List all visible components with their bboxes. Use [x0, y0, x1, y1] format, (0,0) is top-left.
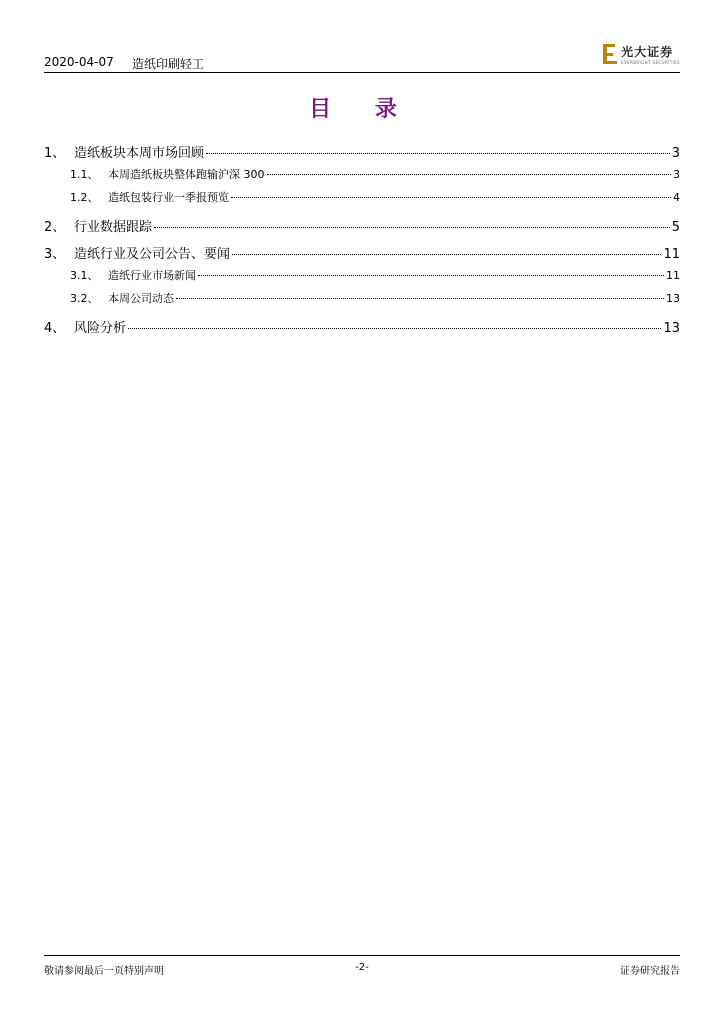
report-date: 2020-04-07 — [44, 55, 114, 69]
toc-entry[interactable] — [44, 290, 680, 313]
table-of-contents — [44, 138, 680, 340]
toc-entry-page: 3 — [671, 146, 680, 161]
toc-entry-label: 造纸板块本周市场回顾 — [74, 146, 205, 161]
toc-leader-dots — [154, 227, 670, 228]
page-footer — [44, 955, 680, 976]
toc-leader-dots — [198, 275, 664, 276]
toc-leader-dots — [267, 174, 672, 175]
disclaimer-note: 敬请参阅最后一页特别声明 — [44, 966, 164, 977]
toc-entry[interactable] — [44, 212, 680, 240]
everbright-logo — [603, 44, 680, 70]
page-number: -2- — [355, 962, 369, 973]
toc-entry[interactable] — [44, 267, 680, 290]
toc-leader-dots — [206, 153, 670, 154]
toc-leader-dots — [128, 328, 661, 329]
everbright-logo-icon — [603, 44, 617, 64]
toc-entry[interactable] — [44, 166, 680, 189]
toc-entry-number: 1.2、 — [70, 190, 99, 204]
toc-entry[interactable] — [44, 189, 680, 212]
toc-entry-number: 2、 — [44, 219, 66, 235]
toc-entry-label: 造纸行业及公司公告、要闻 — [74, 247, 231, 262]
logo-text-cn: 光大证券 — [621, 45, 674, 59]
toc-entry-page: 4 — [673, 190, 680, 204]
toc-entry-page: 13 — [666, 291, 680, 305]
toc-entry-page: 13 — [663, 320, 680, 336]
toc-entry-label: 造纸行业市场新闻 — [108, 268, 196, 282]
page-header — [44, 44, 680, 73]
toc-leader-dots — [176, 298, 664, 299]
toc-entry-page: 3 — [673, 167, 680, 181]
toc-entry-label: 本周公司动态 — [108, 291, 174, 305]
toc-entry-number: 4、 — [44, 320, 66, 336]
toc-entry-label: 造纸包装行业一季报预览 — [108, 190, 229, 204]
toc-entry-page: 5 — [671, 219, 680, 235]
toc-entry[interactable] — [44, 138, 680, 166]
toc-entry-page: 11 — [663, 247, 680, 262]
toc-leader-dots — [231, 197, 671, 198]
toc-entry-number: 3、 — [44, 247, 66, 262]
report-sector: 造纸印刷轻工 — [132, 57, 205, 71]
toc-entry-page: 11 — [666, 268, 680, 282]
toc-entry-number: 3.2、 — [70, 291, 99, 305]
toc-title: 目 录 — [309, 96, 415, 122]
toc-leader-dots — [232, 254, 661, 255]
toc-entry-number: 3.1、 — [70, 268, 99, 282]
toc-entry-label: 行业数据跟踪 — [74, 219, 153, 235]
toc-entry[interactable] — [44, 313, 680, 341]
report-type: 证券研究报告 — [620, 966, 680, 977]
toc-entry-label: 风险分析 — [74, 320, 127, 336]
toc-entry-label: 本周造纸板块整体跑输沪深 300 — [108, 167, 265, 181]
toc-entry[interactable] — [44, 239, 680, 267]
toc-entry-number: 1.1、 — [70, 167, 99, 181]
logo-text-en: EVERBRIGHT SECURITIES — [621, 60, 680, 65]
toc-entry-number: 1、 — [44, 146, 66, 161]
